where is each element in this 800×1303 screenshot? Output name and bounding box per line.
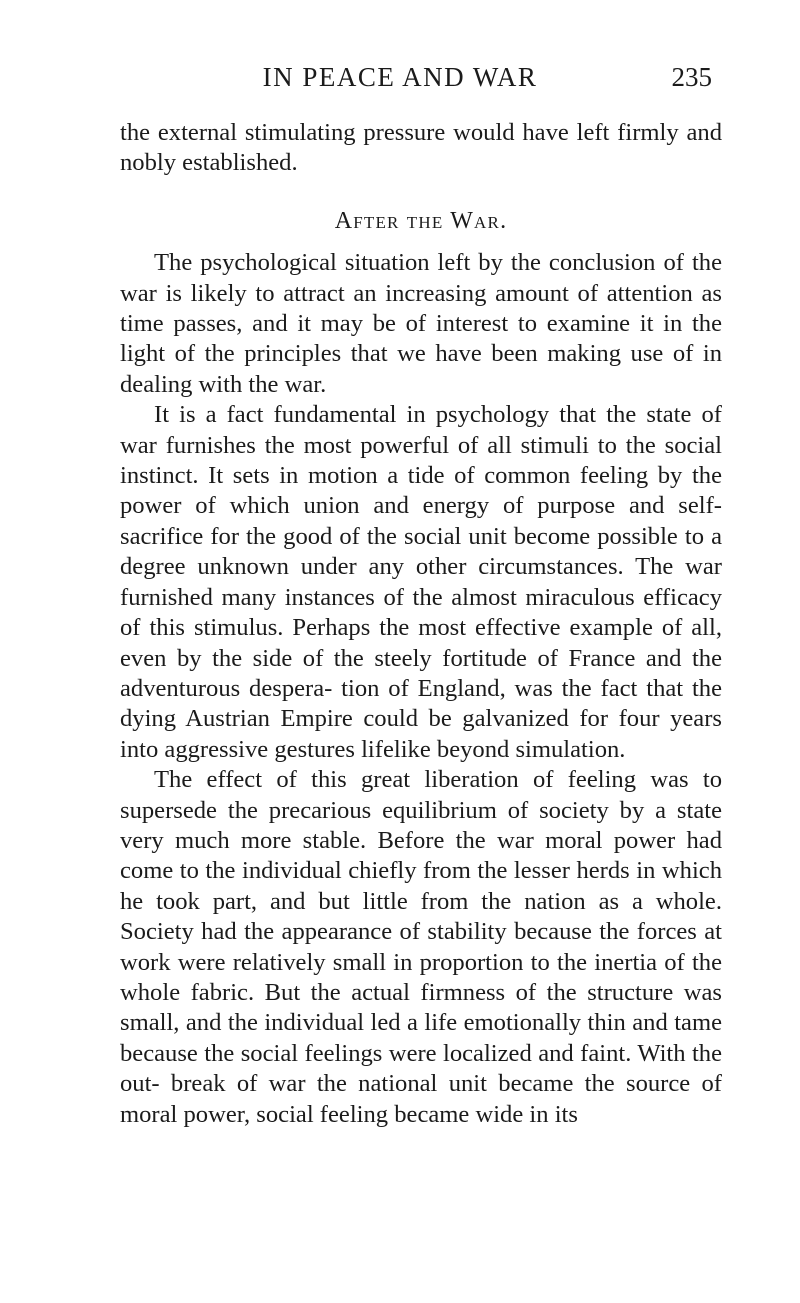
section-heading: After the War. [334,207,508,234]
paragraph-1: The psychological situation left by the conclusion of the war is likely to attract an increasing amount of attention as time passes, and it may be of interest to examine it in the light of the principles that we have been making use of in dealing with the war. [120,249,722,398]
running-head [0,62,800,102]
paragraph-2: It is a fact fundamental in psychology that the state of war furnishes the most powerful of all stimuli to the social instinct. It sets in motion a tide of common feeling by the power of which union and energy of purpose and self-sacrifice for the good of the social unit become possible to a degree unknown under any other circumstances. The war furnished many instances of the almost miraculous efficacy of this stimulus. Perhaps the most effective example of all, even by the side of the steely fortitude of France and the adventurous despera- tion of England, was the fact that the dying Austrian Empire could be galvanized for four years into aggressive gestures lifelike beyond simulation. [120,401,722,763]
page-number: 235 [671,62,712,92]
body-text [120,118,722,1130]
continuation-paragraph: the external stimulating pressure would have left firmly and nobly established. [120,119,722,177]
paragraph-3: The effect of this great liberation of feeling was to supersede the precarious equilibrium of society by a state very much more stable. Before the war moral power had come to the individual chiefly from the lesser herds in which he took part, and but little from the nation as a whole. Society had the appearance of stability because the forces at work were relatively small in proportion to the inertia of the whole fabric. But the actual firmness of the structure was small, and the individual led a life emotionally thin and tame because the social feelings were localized and faint. With the out- break of war the national unit became the source of moral power, social feeling became wide in its [120,766,722,1128]
running-title: IN PEACE AND WAR [262,62,538,92]
